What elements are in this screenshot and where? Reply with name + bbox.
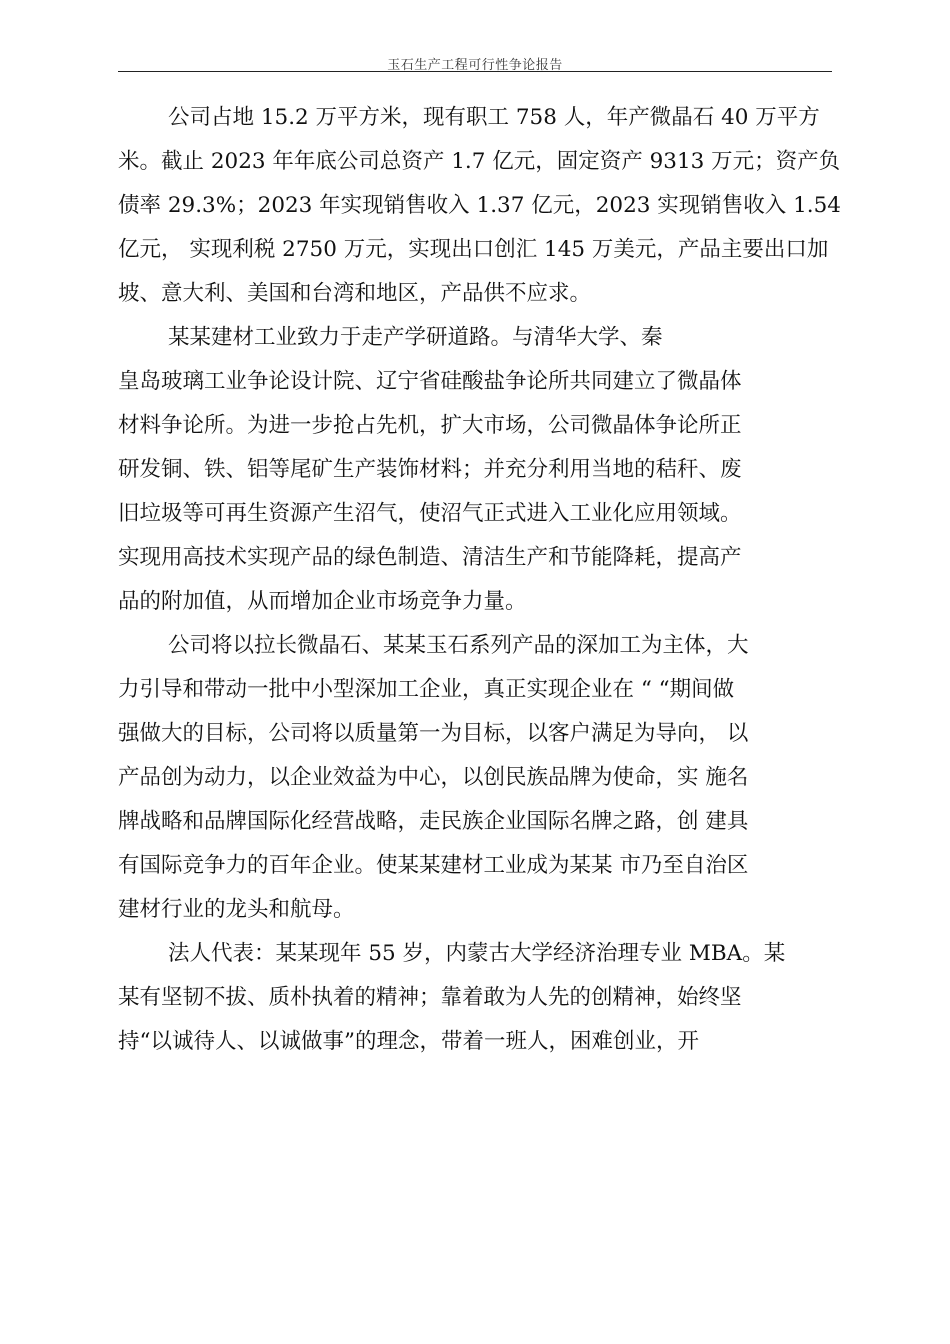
- text-line: 米。截止 2023 年年底公司总资产 1.7 亿元，固定资产 9313 万元；资产负: [118, 149, 841, 174]
- text-line: 强做大的目标，公司将以质量第一为目标，以客户满足为导向， 以: [118, 721, 749, 746]
- text-line: 皇岛玻璃工业争论设计院、辽宁省硅酸盐争论所共同建立了微晶体: [118, 369, 742, 394]
- paragraph-strategy: [118, 624, 842, 932]
- text-line: 力引导和带动一批中小型深加工企业，真正实现企业在 “ “期间做: [118, 677, 735, 702]
- text-line: 品的附加值，从而增加企业市场竞争力量。: [118, 589, 527, 614]
- page-header: 玉石生产工程可行性争论报告: [387, 58, 563, 73]
- text-line: 坡、意大利、美国和台湾和地区，产品供不应求。: [118, 281, 592, 306]
- document-body: [118, 96, 842, 1064]
- text-line: 旧垃圾等可再生资源产生沼气，使沼气正式进入工业化应用领域。: [118, 501, 742, 526]
- text-line: 法人代表：某某现年 55 岁，内蒙古大学经济治理专业 MBA。某: [168, 941, 786, 966]
- text-line: 亿元， 实现利税 2750 万元，实现出口创汇 145 万美元，产品主要出口加: [118, 237, 829, 262]
- text-line: 产品创为动力，以企业效益为中心，以创民族品牌为使命，实 施名: [118, 765, 749, 790]
- text-line: 材料争论所。为进一步抢占先机，扩大市场，公司微晶体争论所正: [118, 413, 742, 438]
- paragraph-research: [118, 316, 842, 624]
- text-line: 研发铜、铁、铝等尾矿生产装饰材料；并充分利用当地的秸秆、废: [118, 457, 742, 482]
- paragraph-legal-representative: [118, 932, 842, 1064]
- text-line: 实现用高技术实现产品的绿色制造、清洁生产和节能降耗，提高产: [118, 545, 742, 570]
- text-line: 有国际竞争力的百年企业。使某某建材工业成为某某 市乃至自治区: [118, 853, 749, 878]
- text-line: 牌战略和品牌国际化经营战略，走民族企业国际名牌之路，创 建具: [118, 809, 749, 834]
- text-line: 公司占地 15.2 万平方米，现有职工 758 人，年产微晶石 40 万平方: [168, 105, 820, 130]
- text-line: 某某建材工业致力于走产学研道路。与清华大学、秦: [168, 325, 663, 350]
- paragraph-company-overview: [118, 96, 842, 316]
- text-line: 持“以诚待人、以诚做事”的理念，带着一班人，困难创业，开: [118, 1029, 699, 1054]
- text-line: 某有坚韧不拔、质朴执着的精神；靠着敢为人先的创精神，始终坚: [118, 985, 742, 1010]
- text-line: 债率 29.3%；2023 年实现销售收入 1.37 亿元，2023 实现销售收入 1.54: [118, 193, 841, 218]
- text-line: 公司将以拉长微晶石、某某玉石系列产品的深加工为主体，大: [168, 633, 749, 658]
- text-line: 建材行业的龙头和航母。: [118, 897, 355, 922]
- header-rule: [118, 71, 832, 72]
